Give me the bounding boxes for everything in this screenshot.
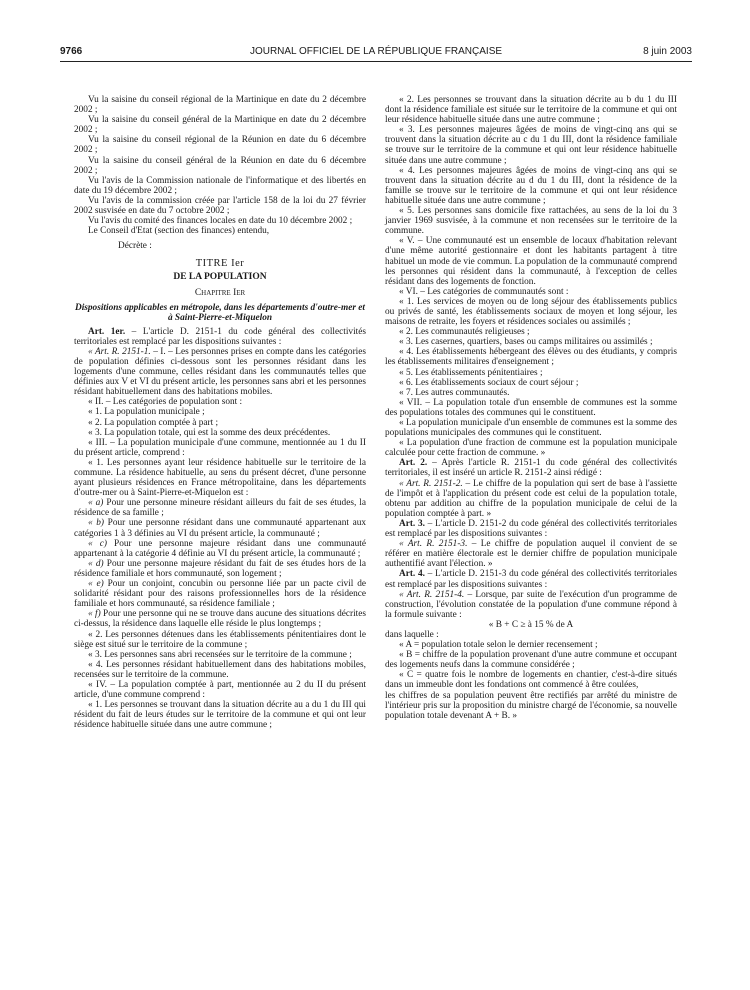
paragraph: « 2. Les personnes détenues dans les établissements pénitentiaires dont le siège est situé sur le territoire de la commune ;	[74, 629, 366, 650]
article-label: Art. 1er.	[88, 326, 126, 337]
paragraph: « 3. Les casernes, quartiers, bases ou camps militaires ou assimilés ;	[399, 337, 653, 348]
paragraph: « La population d'une fraction de commune est la population municipale calculée pour cette fraction de commune. »	[385, 438, 677, 459]
formula: « B + C ≥ à 15 % de A	[488, 619, 574, 630]
paragraph: « V. – Une communauté est un ensemble de locaux d'habitation relevant d'une même autorité gestionnaire et dont les habitants partagent à titre habituel un mode de vie commun. La population de la communauté comprend les personnes qui résident dans la communauté, à l'exception de celles résidant dans des logements de fonction.	[385, 236, 677, 287]
paragraph: dans laquelle :	[385, 629, 439, 640]
page-number: 9766	[60, 46, 83, 57]
paragraph: « II. – Les catégories de population sont :	[88, 397, 243, 408]
issue-date: 8 juin 2003	[643, 46, 692, 57]
article-r2151-4: « Art. R. 2151-4. – Lorsque, par suite de l'exécution d'un programme de construction, l'évolution constatée de la population d'une commune répond à la formule suivante :	[385, 589, 677, 620]
paragraph: « 2. Les personnes se trouvant dans la situation décrite au b du 1 du III dont la résidence familiale est située sur le territoire de la commune et qui ont leur résidence habituelle située dans une autre commune ;	[385, 95, 677, 126]
paragraph: « 3. Les personnes majeures âgées de moins de vingt-cinq ans qui se trouvent dans la situation décrite au c du 1 du III, dont la résidence familiale se trouve sur le territoire de la commune et qui ont leur résidence habituelle située dans une autre commune ;	[385, 125, 677, 166]
paragraph: « 5. Les établissements pénitentiaires ;	[399, 367, 543, 378]
article-r2151-3: « Art. R. 2151-3. – Le chiffre de population auquel il convient de se référer en matière électorale est le dernier chiffre de population municipale authentifié avant l'élection. »	[385, 539, 677, 570]
lettered-item: « b) Pour une personne résidant dans une communauté appartenant aux catégories 1 à 3 définies au VI du présent article, la communauté ;	[74, 518, 366, 539]
article-3: Art. 3. – L'article D. 2151-2 du code général des collectivités territoriales est remplacé par les dispositions suivantes :	[385, 518, 677, 540]
paragraph: « 1. Les personnes se trouvant dans la situation décrite au a du 1 du III qui résident du fait de leurs études sur le territoire de la commune et qui ont leur résidence habituelle située dans une autre commune ;	[74, 700, 366, 731]
paragraph: « 6. Les établissements sociaux de court séjour ;	[399, 377, 579, 388]
lettered-item: « c) Pour une personne majeure résidant dans une communauté appartenant à la catégorie 4 définie au VI du présent article, la communauté ;	[74, 538, 366, 559]
chapitre-heading: Chapitre Ier	[194, 287, 246, 298]
paragraph: « A = population totale selon le dernier recensement ;	[399, 640, 598, 651]
paragraph: « 3. Les personnes sans abri recensées sur le territoire de la commune ;	[88, 649, 352, 660]
left-column	[74, 95, 366, 730]
decrete: Décrète :	[118, 241, 152, 252]
titre-subheading: DE LA POPULATION	[173, 271, 267, 282]
paragraph: « 2. La population comptée à part ;	[88, 417, 219, 428]
visa: Vu la saisine du conseil général de la Martinique en date du 2 décembre 2002 ;	[74, 115, 366, 136]
lettered-item: « e) Pour un conjoint, concubin ou personne liée par un pacte civil de solidarité résidant pour des raisons professionnelles hors de la résidence familiale et hors communauté, sa résidence familiale ;	[74, 579, 366, 610]
journal-title: JOURNAL OFFICIEL DE LA RÉPUBLIQUE FRANÇAISE	[249, 46, 503, 57]
paragraph: « B = chiffre de la population provenant d'une autre commune et occupant des logements neufs dans la commune considérée ;	[385, 650, 677, 671]
paragraph: « 4. Les établissements hébergeant des élèves ou des étudiants, y compris les établissements militaires d'enseignement ;	[385, 347, 677, 368]
dispositions-heading: Dispositions applicables en métropole, dans les départements d'outre-mer et à Saint-Pierre-et-Miquelon	[74, 302, 365, 324]
paragraph: « 7. Les autres communautés.	[399, 387, 510, 398]
article-label: « Art. R. 2151-4.	[399, 589, 465, 600]
article-label: Art. 2.	[399, 458, 428, 469]
paragraph: les chiffres de sa population peuvent être rectifiés par arrêté du ministre de l'intérieur pris sur la proposition du ministre chargé de l'économie, sa nouvelle population totale devenant A + B. »	[385, 690, 677, 721]
paragraph: « VI. – Les catégories de communautés sont :	[399, 286, 569, 297]
paragraph: « 1. Les personnes ayant leur résidence habituelle sur le territoire de la commune. La résidence habituelle, au sens du présent décret, d'une personne ayant plusieurs résidences en France métropolitaine, dans les départements d'outre-mer ou à Saint-Pierre-et-Miquelon est :	[74, 457, 366, 499]
titre-heading: TITRE Ier	[195, 258, 245, 270]
paragraph: « La population municipale d'un ensemble de communes est la somme des populations municipales des communes qui le constituent.	[385, 418, 677, 439]
article-label: Art. 4.	[399, 569, 425, 580]
article-1: Art. 1er. – L'article D. 2151-1 du code général des collectivités territoriales est remplacé par les dispositions suivantes :	[74, 326, 366, 347]
article-r2151-1: « Art. R. 2151-1. – I. – Les personnes prises en compte dans les catégories de population définies ci-dessous sont les personnes résidant dans les logements d'une commune, celles résidant dans les communautés telles que définies aux V et VI du présent article, les personnes sans abri et les personnes résidant habituellement dans des habitations mobiles.	[74, 346, 366, 398]
article-label: « Art. R. 2151-2.	[399, 478, 463, 489]
header-rule	[60, 61, 692, 62]
paragraph: « 1. La population municipale ;	[88, 407, 205, 418]
paragraph: « 3. La population totale, qui est la somme des deux précédentes.	[88, 427, 331, 438]
page-header	[60, 46, 692, 60]
article-r2151-2: « Art. R. 2151-2. – Le chiffre de la population qui sert de base à l'assiette de l'impôt et à l'application du présent code est celui de la population totale, obtenu par addition au chiffre de la population municipale de celui de la population comptée à part. »	[385, 478, 677, 519]
visa: Vu la saisine du conseil général de la Réunion en date du 6 décembre 2002 ;	[74, 155, 366, 176]
right-column	[385, 95, 677, 721]
paragraph: « 5. Les personnes sans domicile fixe rattachées, au sens de la loi du 3 janvier 1969 susvisée, à la commune et non recensées sur le territoire de la commune.	[385, 206, 677, 237]
paragraph: « 4. Les personnes résidant habituellement dans des habitations mobiles, recensées sur le territoire de la commune.	[74, 659, 366, 680]
visa: Vu l'avis du comité des finances locales en date du 10 décembre 2002 ;	[88, 216, 353, 227]
paragraph: « 4. Les personnes majeures âgées de moins de vingt-cinq ans qui se trouvent dans la situation décrite au d du 1 du III, dont la résidence de la famille se trouve sur le territoire de la commune et qui ont leur résidence habituelle située dans une autre commune ;	[385, 165, 677, 206]
visa: Vu l'avis de la Commission nationale de l'informatique et des libertés en date du 19 décembre 2002 ;	[74, 175, 366, 196]
article-label: « Art. R. 2151-3.	[399, 539, 468, 550]
article-label: Art. 3.	[399, 518, 425, 529]
article-4: Art. 4. – L'article D. 2151-3 du code général des collectivités territoriales est remplacé par les dispositions suivantes :	[385, 569, 677, 590]
lettered-item: « f) Pour une personne qui ne se trouve dans aucune des situations décrites ci-dessus, la résidence dans laquelle elle réside le plus longtemps ;	[74, 609, 366, 630]
paragraph: « 1. Les services de moyen ou de long séjour des établissements publics ou privés de santé, les établissements sociaux de moyen et long séjour, les maisons de retraite, les foyers et résidences sociales ou assimilés ;	[385, 296, 677, 328]
visa: Vu la saisine du conseil régional de la Martinique en date du 2 décembre 2002 ;	[74, 95, 366, 116]
article-2: Art. 2. – Après l'article R. 2151-1 du code général des collectivités territoriales, il est inséré un article R. 2151-2 ainsi rédigé :	[385, 458, 677, 479]
article-label: « Art. R. 2151-1.	[88, 346, 151, 357]
visa: Vu l'avis de la commission créée par l'article 158 de la loi du 27 février 2002 susvisée en date du 7 octobre 2002 ;	[74, 195, 366, 217]
visa: Le Conseil d'Etat (section des finances) entendu,	[88, 226, 270, 237]
lettered-item: « d) Pour une personne majeure résidant du fait de ses études hors de la résidence familiale et hors communauté, son logement ;	[74, 558, 367, 579]
paragraph: « 2. Les communautés religieuses ;	[399, 327, 530, 338]
lettered-item: « a) Pour une personne mineure résidant ailleurs du fait de ses études, la résidence de sa famille ;	[74, 498, 366, 519]
paragraph: « VII. – La population totale d'un ensemble de communes est la somme des populations totales des communes qui le constituent.	[385, 397, 677, 418]
paragraph: « C = quatre fois le nombre de logements en chantier, c'est-à-dire situés dans un immeuble dont les fondations ont commencé à être coulées,	[385, 670, 677, 691]
paragraph: « IV. – La population comptée à part, mentionnée au 2 du II du présent article, d'une commune comprend :	[74, 679, 366, 701]
visa: Vu la saisine du conseil régional de la Réunion en date du 6 décembre 2002 ;	[74, 135, 366, 156]
paragraph: « III. – La population municipale d'une commune, mentionnée au 1 du II du présent article, comprend :	[74, 437, 366, 458]
